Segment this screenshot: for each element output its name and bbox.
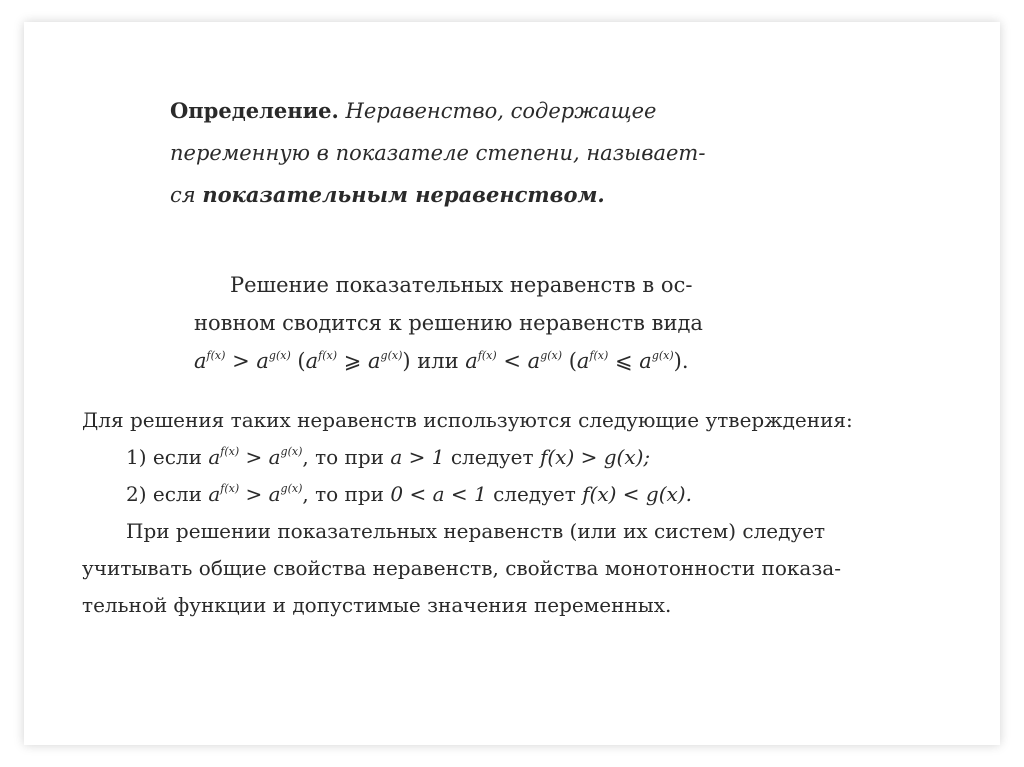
paragraph-line-3: тельной функции и допустимые значения переменных. bbox=[82, 593, 672, 617]
formula-base: a bbox=[256, 349, 269, 373]
formula-base: a bbox=[576, 349, 590, 373]
item-number: 2) если bbox=[126, 482, 202, 506]
item-result: f(x) < g(x). bbox=[582, 482, 692, 506]
formula-op: > bbox=[245, 445, 263, 469]
slide-page bbox=[24, 22, 1000, 745]
formula-paren: ) bbox=[673, 349, 682, 373]
formula-base: a bbox=[208, 445, 221, 469]
item-condition: , то при bbox=[302, 445, 385, 469]
formula-end: . bbox=[681, 349, 689, 373]
item-result: f(x) > g(x); bbox=[539, 445, 651, 469]
statement-item-2 bbox=[82, 476, 853, 513]
formula-exp: g(x) bbox=[280, 482, 303, 495]
formula-op: > bbox=[232, 349, 250, 373]
statement-item-1 bbox=[82, 439, 853, 476]
item-follows: следует bbox=[450, 445, 534, 469]
definition-text-1: Неравенство, содержащее bbox=[345, 99, 657, 123]
statements-intro: Для решения таких неравенств используются следующие утверждения: bbox=[82, 408, 853, 432]
formula-exp: g(x) bbox=[268, 349, 291, 362]
definition-block bbox=[170, 90, 705, 216]
item-number: 1) если bbox=[126, 445, 202, 469]
formula-exp: g(x) bbox=[540, 349, 563, 362]
item-condition: , то при bbox=[302, 482, 385, 506]
definition-line-2: переменную в показателе степени, называет- bbox=[170, 141, 706, 165]
formula-base: a bbox=[268, 445, 281, 469]
formula-exp: f(x) bbox=[589, 349, 609, 362]
solution-line-1: Решение показательных неравенств в ос- bbox=[230, 273, 693, 297]
formula-or: или bbox=[417, 349, 459, 373]
formula-op: > bbox=[245, 482, 263, 506]
item-follows: следует bbox=[493, 482, 576, 506]
formula-exp: f(x) bbox=[220, 482, 240, 495]
formula-base: a bbox=[368, 349, 381, 373]
formula-op: ⩾ bbox=[343, 349, 362, 373]
formula-paren: ( bbox=[297, 349, 306, 373]
paragraph-line-1: При решении показательных неравенств (или их систем) следует bbox=[126, 519, 826, 543]
formula-base: a bbox=[305, 349, 319, 373]
definition-label: Определение. bbox=[170, 98, 339, 123]
paragraph-line-2: учитывать общие свойства неравенств, свойства монотонности показа- bbox=[82, 556, 841, 580]
item-a-condition: a > 1 bbox=[390, 445, 445, 469]
definition-text-3: ся bbox=[170, 183, 196, 207]
formula-exp: f(x) bbox=[318, 349, 338, 362]
formula-exp: g(x) bbox=[280, 445, 303, 458]
formula-exp: f(x) bbox=[220, 445, 240, 458]
definition-end: . bbox=[597, 182, 605, 207]
formula-exp: f(x) bbox=[206, 349, 226, 362]
formula-exp: g(x) bbox=[380, 349, 403, 362]
formula-op: < bbox=[503, 349, 521, 373]
solution-block bbox=[194, 266, 703, 380]
formula-base: a bbox=[465, 349, 478, 373]
formula-base: a bbox=[268, 482, 281, 506]
formula-exp: f(x) bbox=[477, 349, 497, 362]
definition-line-3 bbox=[170, 174, 705, 216]
definition-line-1 bbox=[170, 90, 705, 132]
formula-paren: ) bbox=[402, 349, 411, 373]
item-a-condition: 0 < a < 1 bbox=[390, 482, 487, 506]
definition-term: показательным неравенством bbox=[202, 182, 598, 207]
formula-base: a bbox=[527, 349, 541, 373]
formula-base: a bbox=[194, 349, 207, 373]
formula-op: ⩽ bbox=[614, 349, 633, 373]
formula-base: a bbox=[639, 349, 652, 373]
solution-line-2: новном сводится к решению неравенств вида bbox=[194, 311, 703, 335]
statements-block bbox=[82, 402, 853, 624]
solution-formula bbox=[194, 342, 703, 380]
formula-paren: ( bbox=[568, 349, 577, 373]
formula-base: a bbox=[208, 482, 221, 506]
formula-exp: g(x) bbox=[651, 349, 674, 362]
